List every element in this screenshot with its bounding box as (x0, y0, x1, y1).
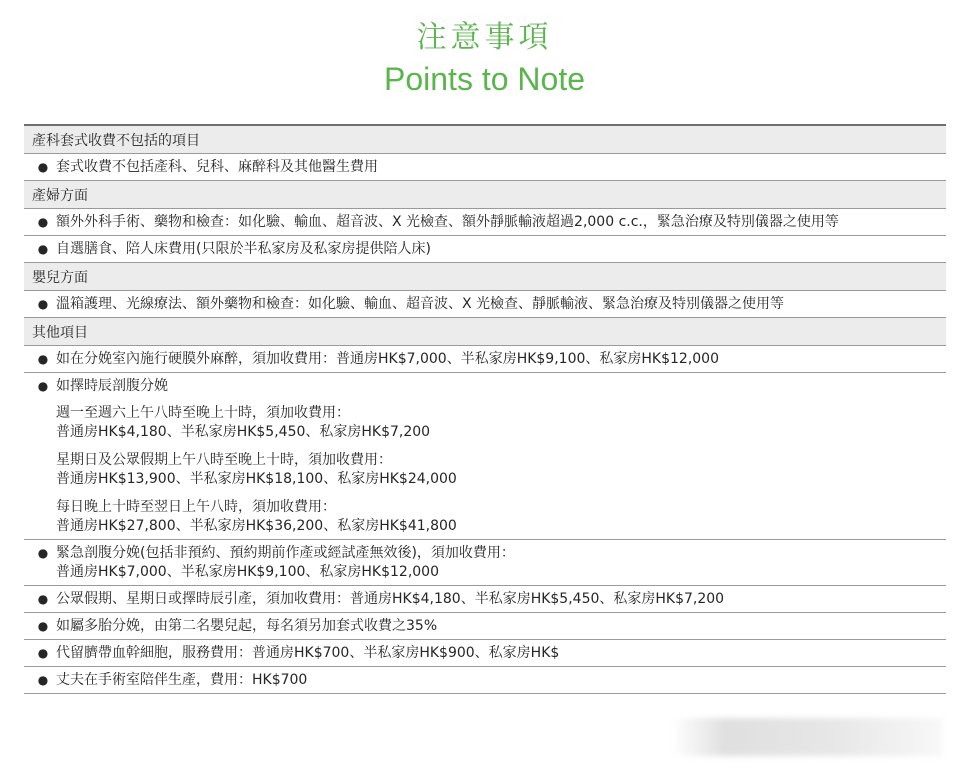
item-text: 緊急剖腹分娩(包括非預約、預約期前作產或經試產無效後)，須加收費用： (56, 545, 515, 561)
item-text: 如擇時辰剖腹分娩 (56, 378, 168, 394)
time-slot-block (56, 498, 938, 536)
list-item (24, 586, 946, 613)
time-slot-prices: 普通房HK$13,900、半私家房HK$18,100、私家房HK$24,000 (56, 471, 457, 487)
title-block (0, 18, 969, 100)
item-body (56, 377, 938, 536)
item-text: 套式收費不包括產科、兒科、麻醉科及其他醫生費用 (56, 159, 378, 175)
list-item (24, 209, 946, 236)
bullet-icon: ● (37, 160, 49, 174)
time-slot-condition: 每日晚上十時至翌日上午八時，須加收費用： (56, 499, 336, 515)
bullet-icon: ● (37, 546, 49, 560)
list-item (24, 667, 946, 694)
item-text-prices: 普通房HK$7,000、半私家房HK$9,100、私家房HK$12,000 (56, 564, 439, 580)
list-item (24, 373, 946, 540)
time-slot-block (56, 451, 938, 489)
section-heading-others: 其他項目 (24, 318, 946, 346)
item-text: 溫箱護理、光線療法、額外藥物和檢查：如化驗、輸血、超音波、X 光檢查、靜脈輸液、緊急治療及特別儀器之使用等 (56, 296, 785, 312)
item-text: 公眾假期、星期日或擇時辰引產，須加收費用：普通房HK$4,180、半私家房HK$5,450、私家房HK$7,200 (56, 591, 725, 607)
bullet-icon: ● (37, 297, 49, 311)
list-item (24, 236, 946, 263)
time-slot-condition: 星期日及公眾假期上午八時至晚上十時，須加收費用： (56, 452, 392, 468)
list-item (24, 540, 946, 586)
page-title-en: Points to Note (384, 61, 585, 97)
notes-table (24, 124, 946, 694)
section-heading-baby: 嬰兒方面 (24, 263, 946, 291)
list-item (24, 640, 946, 667)
time-slot-prices: 普通房HK$4,180、半私家房HK$5,450、私家房HK$7,200 (56, 424, 431, 440)
bullet-icon: ● (37, 379, 49, 393)
list-item (24, 346, 946, 373)
bullet-icon: ● (37, 592, 49, 606)
bullet-icon: ● (37, 619, 49, 633)
item-body (56, 544, 938, 582)
list-item (24, 291, 946, 318)
time-slot-prices: 普通房HK$27,800、半私家房HK$36,200、私家房HK$41,800 (56, 518, 457, 534)
item-text: 自選膳食、陪人床費用(只限於半私家房及私家房提供陪人床) (56, 241, 431, 257)
time-slot-block (56, 404, 938, 442)
bullet-icon: ● (37, 242, 49, 256)
bullet-icon: ● (37, 673, 49, 687)
bullet-icon: ● (37, 352, 49, 366)
item-text: 如在分娩室內施行硬膜外麻醉，須加收費用：普通房HK$7,000、半私家房HK$9,100、私家房HK$12,000 (56, 351, 719, 367)
section-heading-mother: 產婦方面 (24, 181, 946, 209)
list-item (24, 613, 946, 640)
bullet-icon: ● (37, 646, 49, 660)
page-title-zh: 注意事項 (416, 20, 553, 55)
blurred-watermark (672, 718, 942, 756)
item-text: 代留臍帶血幹細胞，服務費用：普通房HK$700、半私家房HK$900、私家房HK$ (56, 645, 560, 661)
section-heading-maternity-package: 產科套式收費不包括的項目 (24, 126, 946, 154)
time-slot-condition: 週一至週六上午八時至晚上十時，須加收費用： (56, 405, 350, 421)
item-text: 丈夫在手術室陪伴生產，費用：HK$700 (56, 672, 308, 688)
item-text: 如屬多胎分娩，由第二名嬰兒起，每名須另加套式收費之35% (56, 618, 438, 634)
list-item (24, 154, 946, 181)
bullet-icon: ● (37, 215, 49, 229)
item-text: 額外外科手術、藥物和檢查：如化驗、輸血、超音波、X 光檢查、額外靜脈輸液超過2,000 c.c.，緊急治療及特別儀器之使用等 (56, 214, 839, 230)
